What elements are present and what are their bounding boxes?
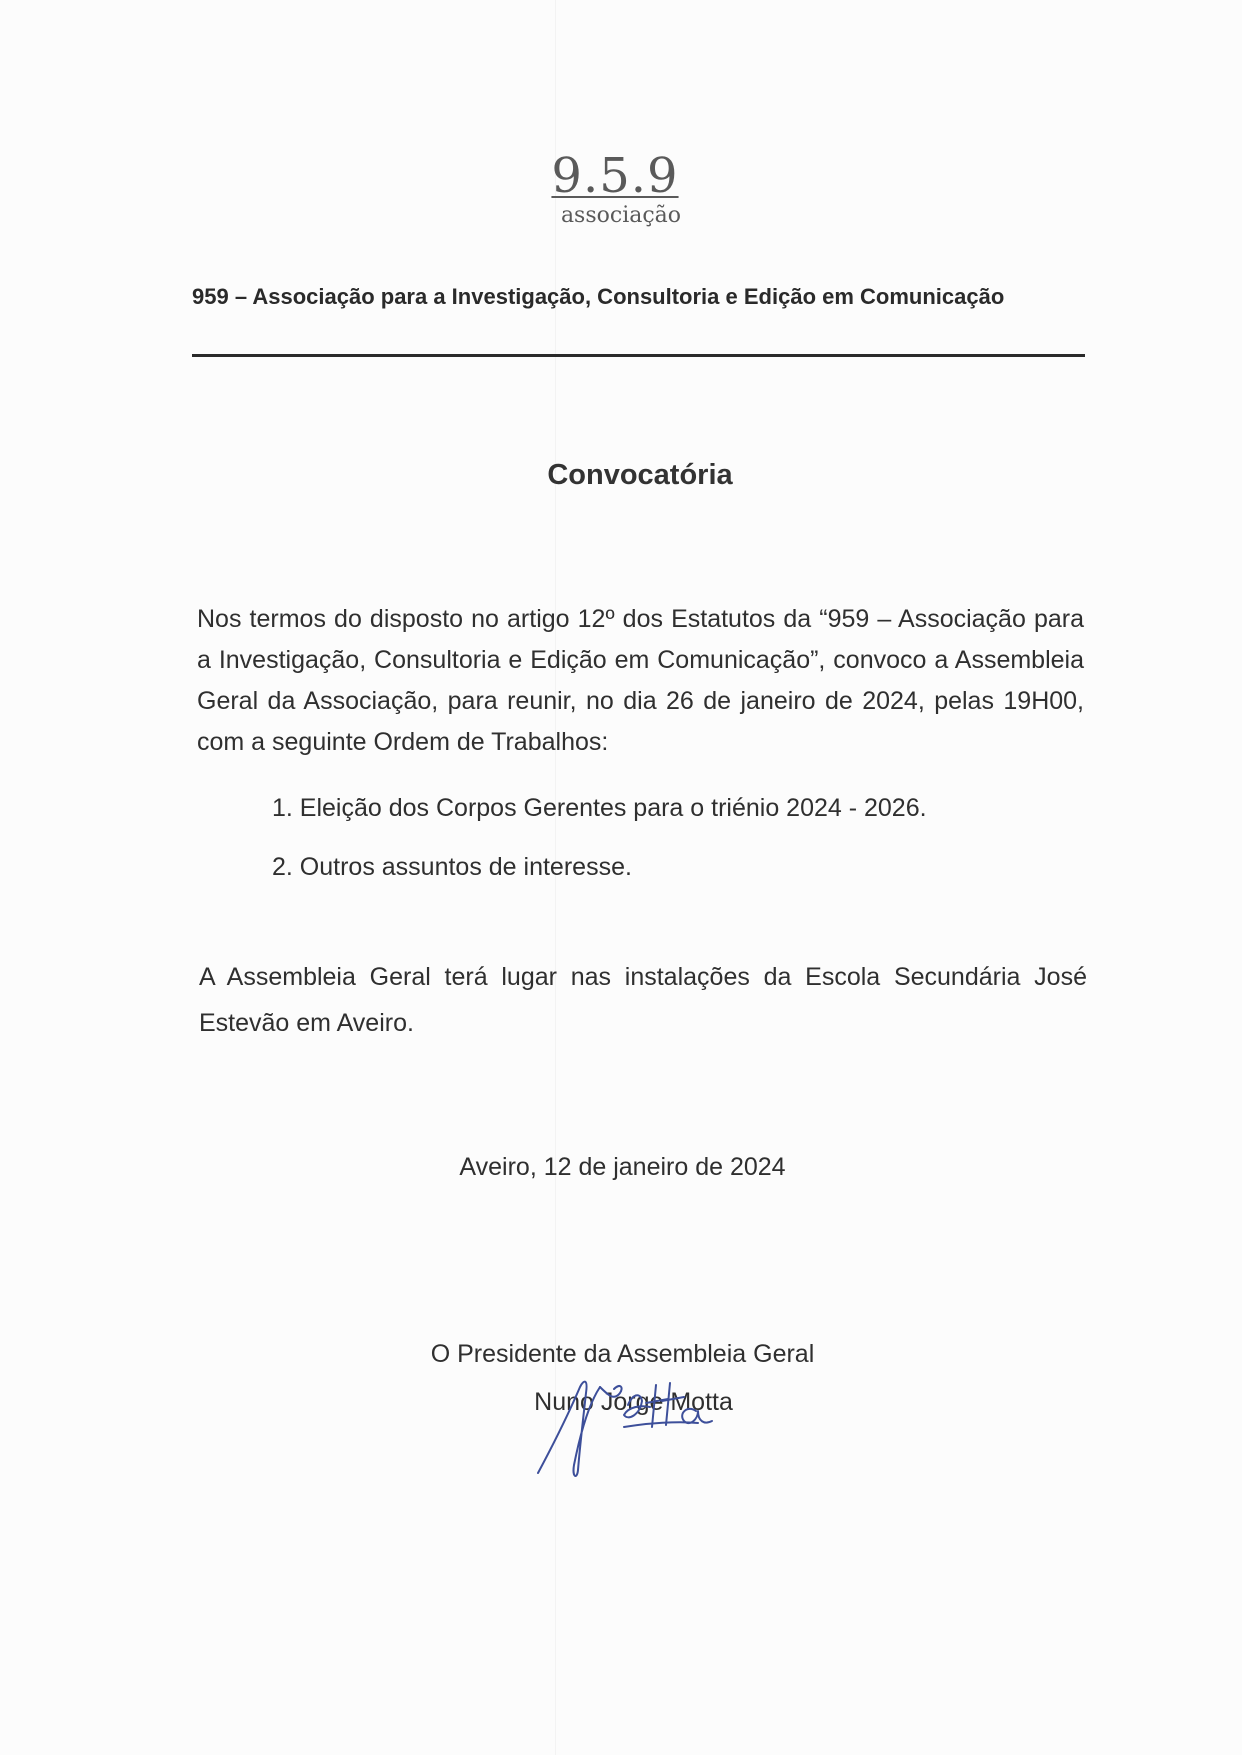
signatory-name: Nuno Jorge Motta	[534, 1388, 733, 1416]
logo-word: associação	[560, 203, 682, 228]
agenda-item-1: 1. Eleição dos Corpos Gerentes para o triénio 2024 - 2026.	[272, 794, 927, 822]
association-logo	[540, 150, 690, 228]
convocation-paragraph: Nos termos do disposto no artigo 12º dos Estatutos da “959 – Associação para a Investigação, Consultoria e Edição em Comunicação”, convoco a Assembleia Geral da Associação, para reunir, no dia 26 de janeiro de 2024, pelas 19H00, com a seguinte Ordem de Trabalhos:	[197, 605, 1084, 756]
place-date-line: Aveiro, 12 de janeiro de 2024	[459, 1153, 786, 1181]
location-paragraph: A Assembleia Geral terá lugar nas instalações da Escola Secundária José Estevão em Aveiro.	[199, 963, 1087, 1037]
agenda-item-2: 2. Outros assuntos de interesse.	[272, 853, 632, 881]
handwritten-signature	[528, 1365, 718, 1485]
organization-name: 959 – Associação para a Investigação, Consultoria e Edição em Comunicação	[192, 284, 1005, 309]
document-title: Convocatória	[547, 459, 733, 491]
logo-mark: 9.5.9	[551, 148, 679, 204]
header-divider	[192, 354, 1085, 357]
signatory-role: O Presidente da Assembleia Geral	[430, 1340, 815, 1368]
